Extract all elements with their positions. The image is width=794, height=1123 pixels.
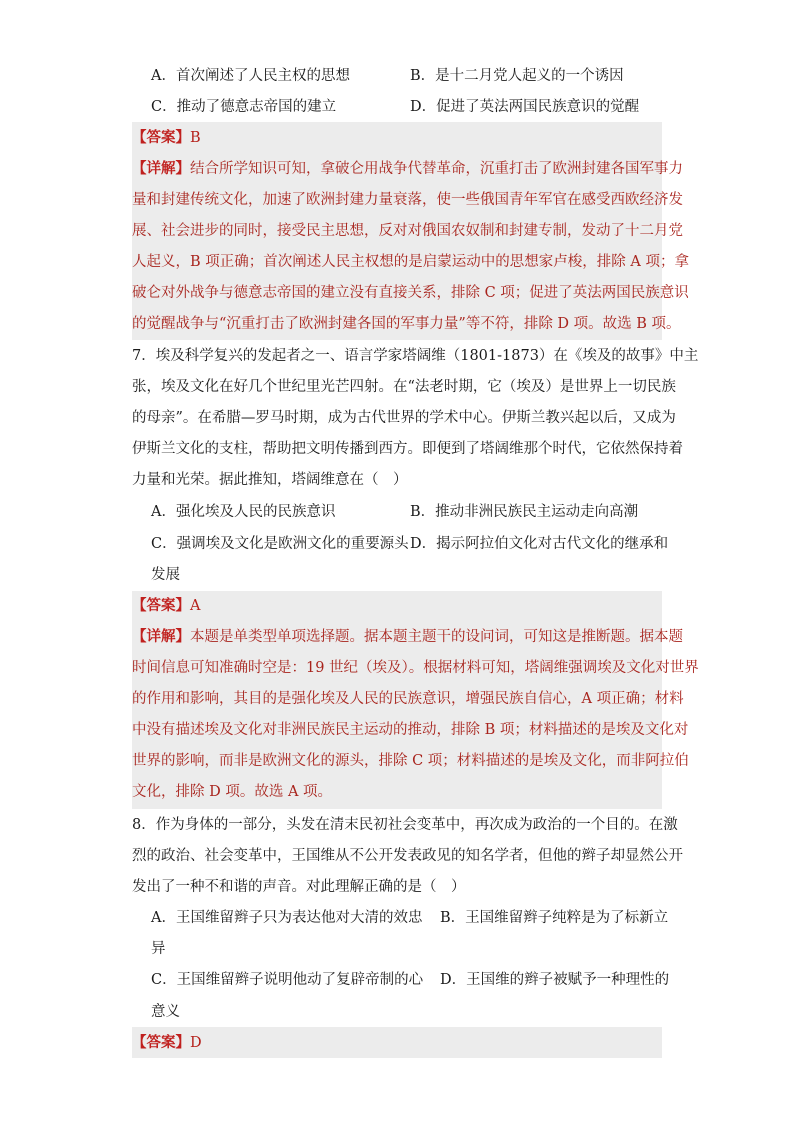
q7-option-b: B．推动非洲民族民主运动走向高潮 xyxy=(410,504,639,520)
q7-explain-line-2: 时间信息可知准确时空是：19 世纪（埃及）。根据材料可知，塔阔维强调埃及文化对世界 xyxy=(132,660,699,676)
answer-value: B xyxy=(190,130,201,146)
answer-value: D xyxy=(190,1035,202,1051)
q6-explain-line-2: 量和封建传统文化，加速了欧洲封建力量衰落，使一些俄国青年军官在感受西欧经济发 xyxy=(132,192,683,208)
q6-option-d: D．促进了英法两国民族意识的觉醒 xyxy=(410,99,640,115)
q6-explain-line-1 xyxy=(132,159,683,179)
q8-stem-line-1: 8．作为身体的一部分，头发在清末民初社会变革中，再次成为政治的一个目的。在激 xyxy=(132,817,678,833)
q7-option-c: C．强调埃及文化是欧洲文化的重要源头 xyxy=(151,536,409,552)
explain-text: 本题是单类型单项选择题。据本题主题干的设问词，可知这是推断题。据本题 xyxy=(190,629,683,645)
q7-stem-line-4: 伊斯兰文化的支柱，帮助把文明传播到西方。即便到了塔阔维那个时代，它依然保持着 xyxy=(132,441,683,457)
q6-explain-line-6: 的觉醒战争与“沉重打击了欧洲封建各国的军事力量”等不符，排除 D 项。故选 B 项。 xyxy=(132,316,681,332)
q7-explain-line-5: 世界的影响，而非是欧洲文化的源头，排除 C 项；材料描述的是埃及文化，而非阿拉伯 xyxy=(132,753,689,769)
q8-option-d: D．王国维的辫子被赋予一种理性的 xyxy=(440,972,670,988)
q8-stem-line-2: 烈的政治、社会变革中，王国维从不公开发表政见的知名学者，但他的辫子却显然公开 xyxy=(132,848,683,864)
q6-explain-line-5: 破仑对外战争与德意志帝国的建立没有直接关系，排除 C 项；促进了英法两国民族意识 xyxy=(132,285,689,301)
q8-answer-panel xyxy=(132,1027,662,1058)
q7-explain-line-4: 中没有描述埃及文化对非洲民族民主运动的推动，排除 B 项；材料描述的是埃及文化对 xyxy=(132,722,689,738)
q8-option-b-cont: 异 xyxy=(151,941,166,957)
q8-option-b: B．王国维留辫子纯粹是为了标新立 xyxy=(440,910,669,926)
q8-answer xyxy=(132,1033,202,1053)
q7-explain-line-1 xyxy=(132,627,683,647)
q7-explain-line-3: 的作用和影响，其目的是强化埃及人民的民族意识，增强民族自信心，A 项正确；材料 xyxy=(132,691,684,707)
q7-stem-line-2: 张，埃及文化在好几个世纪里光芒四射。在“法老时期，它（埃及）是世界上一切民族 xyxy=(132,379,676,395)
answer-label: 【答案】 xyxy=(132,1034,190,1051)
explain-label: 【详解】 xyxy=(132,628,190,645)
q7-stem-line-5: 力量和光荣。据此推知，塔阔维意在（ ） xyxy=(132,472,408,488)
q6-explain-line-4: 人起义，B 项正确；首次阐述人民主权想的是启蒙运动中的思想家卢梭，排除 A 项；拿 xyxy=(132,254,689,270)
q6-option-c: C．推动了德意志帝国的建立 xyxy=(151,99,337,115)
q8-option-a: A．王国维留辫子只为表达他对大清的效忠 xyxy=(151,910,423,926)
q7-option-d-cont: 发展 xyxy=(151,567,180,583)
q8-option-d-cont: 意义 xyxy=(151,1004,180,1020)
q6-answer xyxy=(132,128,201,148)
q6-option-b: B．是十二月党人起义的一个诱因 xyxy=(410,68,624,84)
q7-stem-line-3: 的母亲”。在希腊—罗马时期，成为古代世界的学术中心。伊斯兰教兴起以后，又成为 xyxy=(132,410,676,426)
q7-option-a: A．强化埃及人民的民族意识 xyxy=(151,504,336,520)
q6-option-a: A．首次阐述了人民主权的思想 xyxy=(151,68,350,84)
q7-explain-line-6: 文化，排除 D 项。故选 A 项。 xyxy=(132,784,333,800)
q7-stem-line-1: 7．埃及科学复兴的发起者之一、语言学家塔阔维（1801-1873）在《埃及的故事》中主 xyxy=(132,348,699,364)
answer-value: A xyxy=(190,598,201,614)
q8-option-c: C．王国维留辫子说明他动了复辟帝制的心 xyxy=(151,972,424,988)
q7-option-d: D．揭示阿拉伯文化对古代文化的继承和 xyxy=(410,536,669,552)
explain-label: 【详解】 xyxy=(132,160,190,177)
explain-text: 结合所学知识可知，拿破仑用战争代替革命，沉重打击了欧洲封建各国军事力 xyxy=(190,161,683,177)
q8-stem-line-3: 发出了一种不和谐的声音。对此理解正确的是（ ） xyxy=(132,879,466,895)
q7-answer xyxy=(132,596,200,616)
q6-explain-line-3: 展、社会进步的同时，接受民主思想，反对对俄国农奴制和封建专制，发动了十二月党 xyxy=(132,223,683,239)
answer-label: 【答案】 xyxy=(132,129,190,146)
answer-label: 【答案】 xyxy=(132,597,190,614)
